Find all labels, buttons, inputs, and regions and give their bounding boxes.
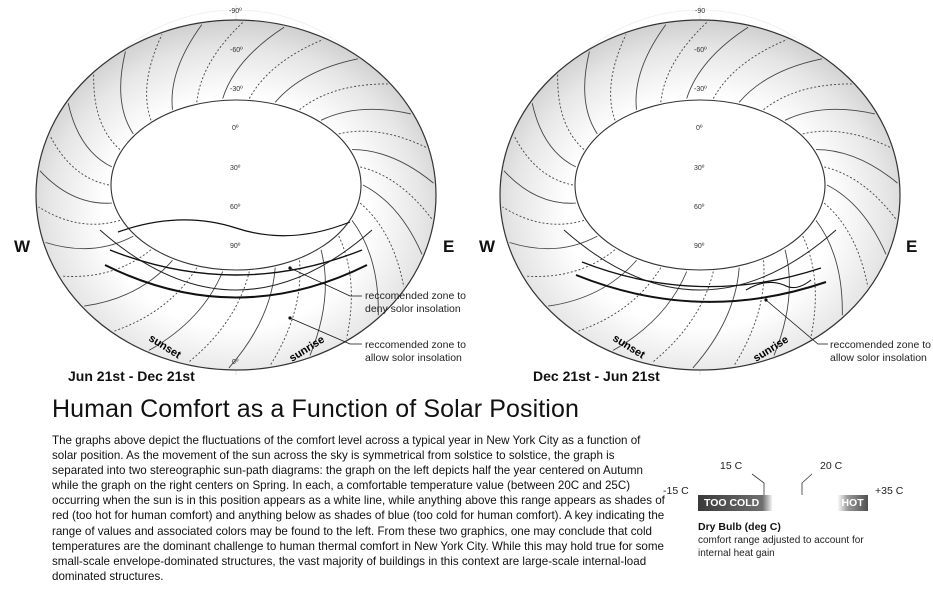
- annotation-line: allow solor insolation: [830, 352, 927, 364]
- compass-east-right: E: [906, 237, 918, 256]
- annotation-deny-zone: [365, 290, 466, 316]
- legend-high-value: +35 C: [875, 485, 904, 497]
- deg-label: 30º: [230, 165, 241, 172]
- legend-too-cold: TOO COLD: [704, 497, 760, 509]
- annotation-line: reccomended zone to: [830, 339, 931, 351]
- deg-label: 60º: [694, 204, 705, 211]
- leader-line: [752, 474, 764, 495]
- sunrise-label: sunrise: [287, 333, 327, 365]
- annotation-line: allow solor insolation: [365, 352, 462, 364]
- deg-label: -30º: [694, 86, 707, 93]
- compass-west-left: W: [14, 237, 31, 256]
- deg-label: 90º: [230, 243, 241, 250]
- deg-label: 0º: [696, 125, 703, 132]
- deg-label: -60º: [694, 47, 707, 54]
- left-sunpath-diagram: [0, 0, 470, 385]
- legend-high-threshold: 20 C: [820, 460, 843, 472]
- legend-too-hot: TOO HOT: [816, 497, 864, 509]
- deg-label: -90º: [229, 8, 242, 15]
- leader-line: [802, 474, 812, 495]
- deg-label: -90: [695, 8, 706, 15]
- leader-dot: [288, 266, 291, 269]
- legend-low-threshold: 15 C: [720, 460, 743, 472]
- deg-label: -60º: [230, 47, 243, 54]
- date-range-left: Jun 21st - Dec 21st: [68, 368, 195, 384]
- sunset-label: sunset: [610, 332, 647, 362]
- deg-label: 90º: [694, 243, 705, 250]
- deg-label: 0º: [232, 359, 239, 366]
- legend-note-line: comfort range adjusted to account for: [698, 535, 864, 546]
- date-range-right: Dec 21st - Jun 21st: [533, 368, 660, 384]
- page-title: Human Comfort as a Function of Solar Position: [52, 395, 579, 423]
- compass-west-right: W: [479, 237, 496, 256]
- right-sunpath-diagram: [466, 0, 933, 385]
- legend-low-value: -15 C: [663, 485, 689, 497]
- temperature-legend: [660, 455, 933, 595]
- deg-label: 0º: [232, 125, 239, 132]
- annotation-allow-zone-left: [365, 339, 466, 365]
- legend-note-line: internal heat gain: [698, 547, 775, 559]
- body-paragraph: The graphs above depict the fluctuations of the comfort level across a typical year in New York City as a function of solar position. As the movement of the sun across the sky is symmetrical from solstice to solstice, the graph is separated into two stereographic sun-path diagrams: the graph on the left depicts half the year centered on Autumn while the graph on the right centers on Spring. In each, a comfortable temperature value (between 20C and 25C) occurring when the sun is in this position appears as a white line, while anything above this range appears as shades of red (too hot for human comfort) and anything below as shades of blue (too cold for human comfort). A key indicating the range of values and associated colors may be found to the left. From these two graphics, one may conclude that cold temperatures are the dominant challenge to human thermal comfort in New York City. While this may hold true for some small-scale envelope-dominated structures, the vast majority of buildings in this context are large-scale internal-load dominated structures.: [52, 434, 665, 583]
- sunset-label: sunset: [146, 332, 183, 362]
- leader-dot: [764, 298, 767, 301]
- annotation-allow-zone-right: [830, 339, 933, 365]
- legend-heading: Dry Bulb (deg C): [698, 521, 781, 533]
- compass-east-left: E: [443, 237, 455, 256]
- deg-label: 30º: [694, 165, 705, 172]
- annotation-line: reccomended zone to: [365, 290, 466, 302]
- deg-label: -30º: [230, 86, 243, 93]
- sunrise-label: sunrise: [751, 333, 791, 365]
- annotation-line: reccomended zone to: [365, 339, 466, 351]
- deg-label: 60º: [230, 204, 241, 211]
- leader-dot: [288, 316, 291, 319]
- legend-note: [698, 535, 864, 560]
- annotation-line: deny solor insolation: [365, 303, 461, 315]
